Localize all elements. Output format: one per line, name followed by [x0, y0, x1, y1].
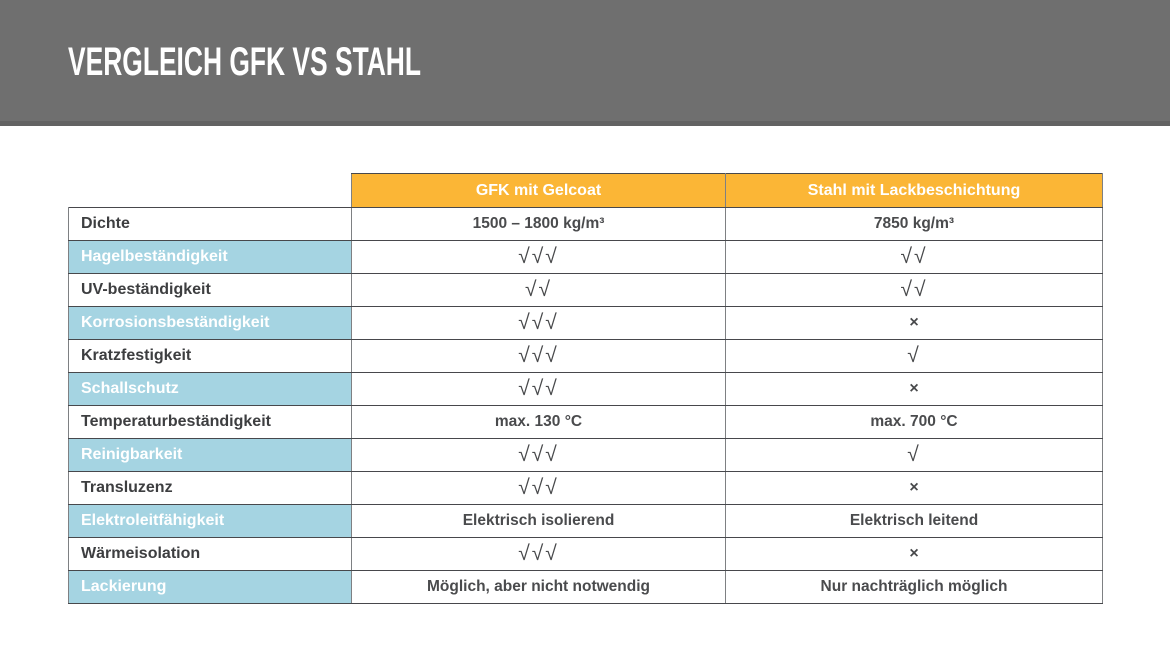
table-row — [69, 571, 1103, 604]
stahl-value: √√ — [726, 274, 1103, 307]
row-label: Transluzenz — [69, 472, 352, 505]
gfk-value: √√√ — [352, 538, 726, 571]
stahl-value: Nur nachträglich möglich — [726, 571, 1103, 604]
stahl-value: × — [726, 373, 1103, 406]
table-row — [69, 538, 1103, 571]
gfk-value: √√ — [352, 274, 726, 307]
stahl-value: 7850 kg/m³ — [726, 208, 1103, 241]
page-title-text: VERGLEICH GFK VS STAHL — [68, 40, 421, 84]
row-label: Temperaturbeständigkeit — [69, 406, 352, 439]
gfk-value: 1500 – 1800 kg/m³ — [352, 208, 726, 241]
table-row — [69, 307, 1103, 340]
column-header-gfk: GFK mit Gelcoat — [352, 174, 726, 208]
table-header-row — [69, 174, 1103, 208]
stahl-value: Elektrisch leitend — [726, 505, 1103, 538]
gfk-value: Möglich, aber nicht notwendig — [352, 571, 726, 604]
table-row — [69, 439, 1103, 472]
row-label: Elektroleitfähigkeit — [69, 505, 352, 538]
row-label: Reinigbarkeit — [69, 439, 352, 472]
gfk-value: Elektrisch isolierend — [352, 505, 726, 538]
table-row — [69, 340, 1103, 373]
comparison-table-container — [68, 173, 1102, 604]
comparison-table — [68, 173, 1103, 604]
row-label: UV-beständigkeit — [69, 274, 352, 307]
table-row — [69, 406, 1103, 439]
gfk-value: √√√ — [352, 373, 726, 406]
title-band — [0, 0, 1170, 126]
row-label: Lackierung — [69, 571, 352, 604]
table-row — [69, 208, 1103, 241]
table-body — [69, 208, 1103, 604]
gfk-value: √√√ — [352, 307, 726, 340]
row-label: Wärmeisolation — [69, 538, 352, 571]
row-label: Korrosionsbeständigkeit — [69, 307, 352, 340]
stahl-value: × — [726, 307, 1103, 340]
gfk-value: √√√ — [352, 340, 726, 373]
stahl-value: × — [726, 538, 1103, 571]
stahl-value: √√ — [726, 241, 1103, 274]
stahl-value: √ — [726, 340, 1103, 373]
stahl-value: max. 700 °C — [726, 406, 1103, 439]
column-header-stahl: Stahl mit Lackbeschichtung — [726, 174, 1103, 208]
page-title — [0, 0, 1170, 82]
table-row — [69, 472, 1103, 505]
stahl-value: × — [726, 472, 1103, 505]
gfk-value: max. 130 °C — [352, 406, 726, 439]
table-row — [69, 274, 1103, 307]
row-label: Hagelbeständigkeit — [69, 241, 352, 274]
row-label: Dichte — [69, 208, 352, 241]
table-row — [69, 373, 1103, 406]
gfk-value: √√√ — [352, 472, 726, 505]
gfk-value: √√√ — [352, 241, 726, 274]
stahl-value: √ — [726, 439, 1103, 472]
row-label: Schallschutz — [69, 373, 352, 406]
corner-cell — [69, 174, 352, 208]
row-label: Kratzfestigkeit — [69, 340, 352, 373]
table-row — [69, 505, 1103, 538]
table-row — [69, 241, 1103, 274]
gfk-value: √√√ — [352, 439, 726, 472]
